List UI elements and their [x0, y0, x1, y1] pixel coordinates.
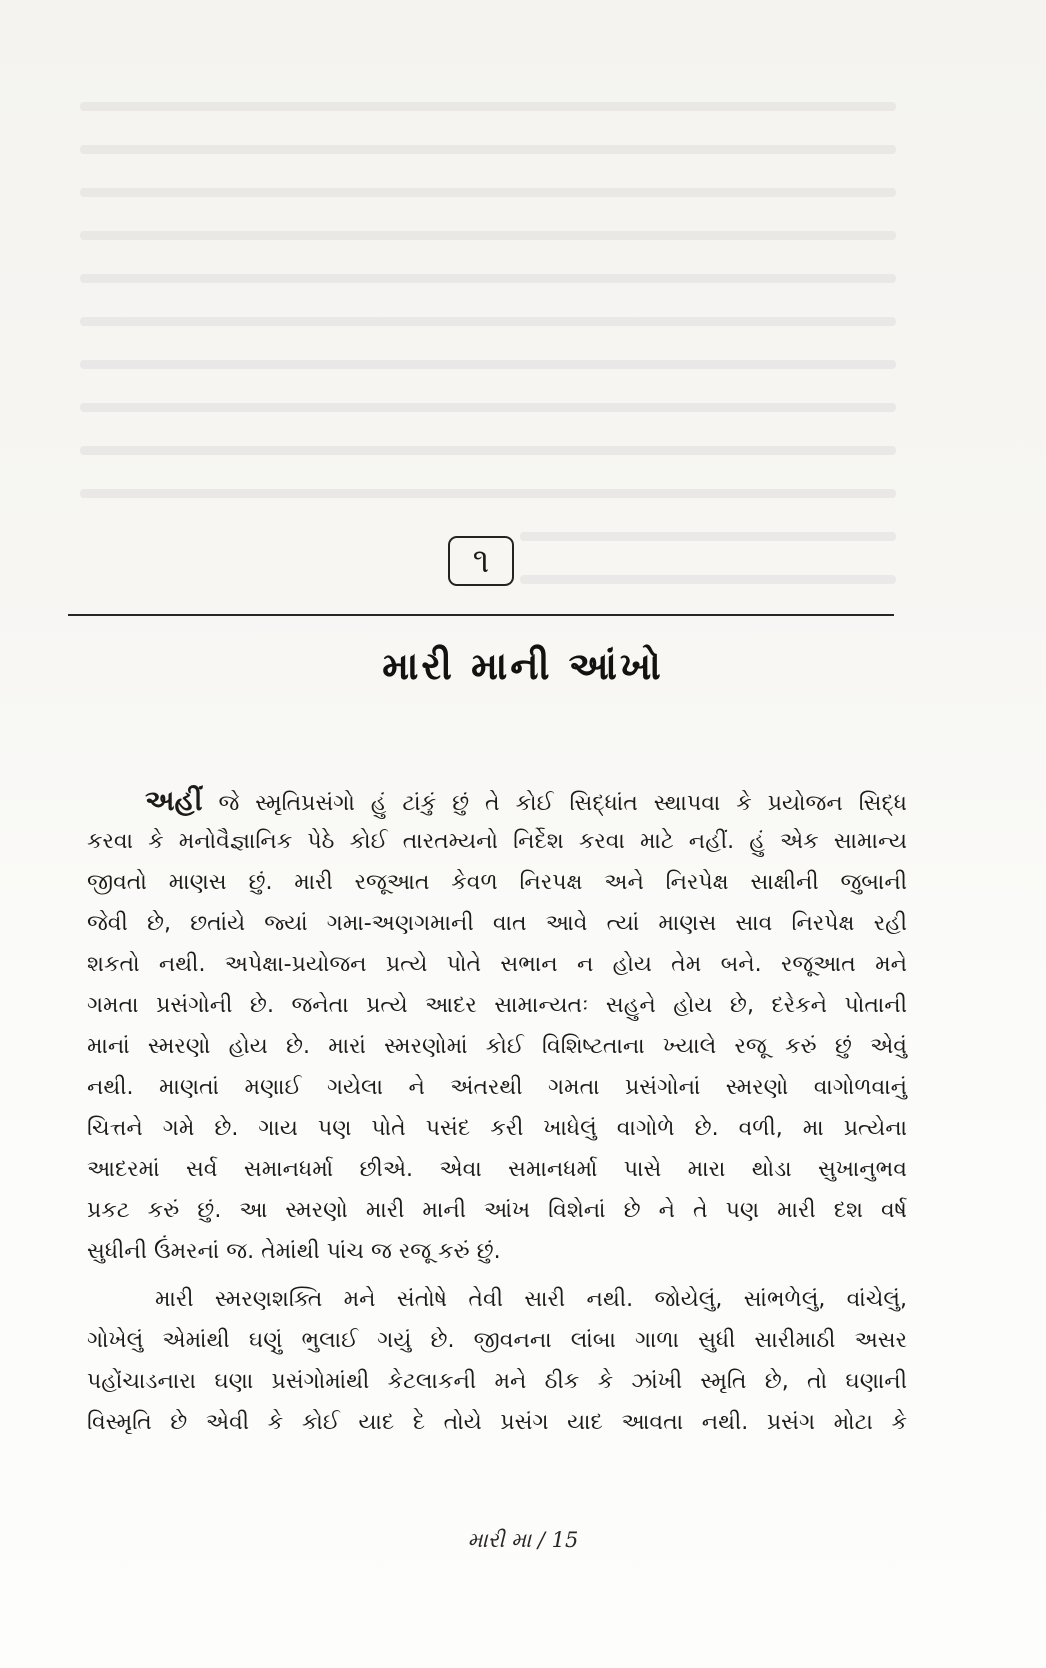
body-text: [87, 780, 907, 1443]
paragraph-1-line: નથી. માણતાં મણાઈ ગયેલા ને અંતરથી ગમતા પ્રસંગોનાં સ્મરણો વાગોળવાનું: [87, 1075, 907, 1100]
paragraph-1-line: ચિત્તને ગમે છે. ગાય પણ પોતે પસંદ કરી ખાધેલું વાગોળે છે. વળી, મા પ્રત્યેના: [87, 1116, 907, 1141]
paragraph-2-line: પહોંચાડનારા ઘણા પ્રસંગોમાંથી કેટલાકની મને ઠીક કે ઝાંખી સ્મૃતિ છે, તો ઘણાની: [87, 1369, 907, 1394]
paragraph-1-line: સુધીની ઉંમરનાં જ. તેમાંથી પાંચ જ રજૂ કરું છું.: [87, 1239, 501, 1264]
paragraph-1-line: પ્રકટ કરું છું. આ સ્મરણો મારી માની આંખ વિશેનાં છે ને તે પણ મારી દશ વર્ષ: [87, 1198, 907, 1223]
chapter-title: મારી માની આંખો: [382, 644, 664, 688]
paragraph-2-line: વિસ્મૃતિ છે એવી કે કોઈ યાદ દે તોયે પ્રસંગ યાદ આવતા નથી. પ્રસંગ મોટા કે: [87, 1410, 907, 1435]
paragraph-2-line: ગોખેલું એમાંથી ઘણું ભુલાઈ ગયું છે. જીવનના લાંબા ગાળા સુધી સારીમાઠી અસર: [87, 1328, 907, 1353]
paragraph-1-line: જેવી છે, છતાંયે જ્યાં ગમા-અણગમાની વાત આવે ત્યાં માણસ સાવ નિરપેક્ષ રહી: [87, 911, 907, 936]
paragraph-1-line: જીવતો માણસ છું. મારી રજૂઆત કેવળ નિરપક્ષ અને નિરપેક્ષ સાક્ષીની જુબાની: [87, 870, 907, 895]
paragraph-1-line: અહીં જે સ્મૃતિપ્રસંગો હું ટાંકું છું તે કોઈ સિદ્ધાંત સ્થાપવા કે પ્રયોજન સિદ્ધ: [145, 784, 908, 817]
paragraph-gap: [87, 1272, 907, 1279]
chapter-divider: [68, 614, 894, 616]
paragraph-1-line: કરવા કે મનોવૈજ્ઞાનિક પેઠે કોઈ તારતમ્યનો નિર્દેશ કરવા માટે નહીં. હું એક સામાન્ય: [87, 829, 907, 854]
paragraph-1-line: આદરમાં સર્વ સમાનધર્મા છીએ. એવા સમાનધર્મા પાસે મારા થોડા સુખાનુભવ: [87, 1157, 907, 1182]
paragraph-1-line: ગમતા પ્રસંગોની છે. જનેતા પ્રત્યે આદર સામાન્યતઃ સહુને હોય છે, દરેકને પોતાની: [87, 993, 907, 1018]
chapter-number: ૧: [472, 541, 490, 581]
lead-word: અહીં: [145, 784, 203, 817]
paragraph-1-line: શકતો નથી. અપેક્ષા-પ્રયોજન પ્રત્યે પોતે સભાન ન હોય તેમ બને. રજૂઆત મને: [87, 952, 907, 977]
running-footer: મારી મા / 15: [467, 1528, 579, 1552]
paragraph-1-line: માનાં સ્મરણો હોય છે. મારાં સ્મરણોમાં કોઈ વિશિષ્ટતાના ખ્યાલે રજૂ કરું છું એવું: [87, 1034, 907, 1059]
paragraph-2-line: મારી સ્મરણશક્તિ મને સંતોષે તેવી સારી નથી. જોયેલું, સાંભળેલું, વાંચેલું,: [155, 1287, 907, 1312]
chapter-number-box: [448, 536, 514, 586]
